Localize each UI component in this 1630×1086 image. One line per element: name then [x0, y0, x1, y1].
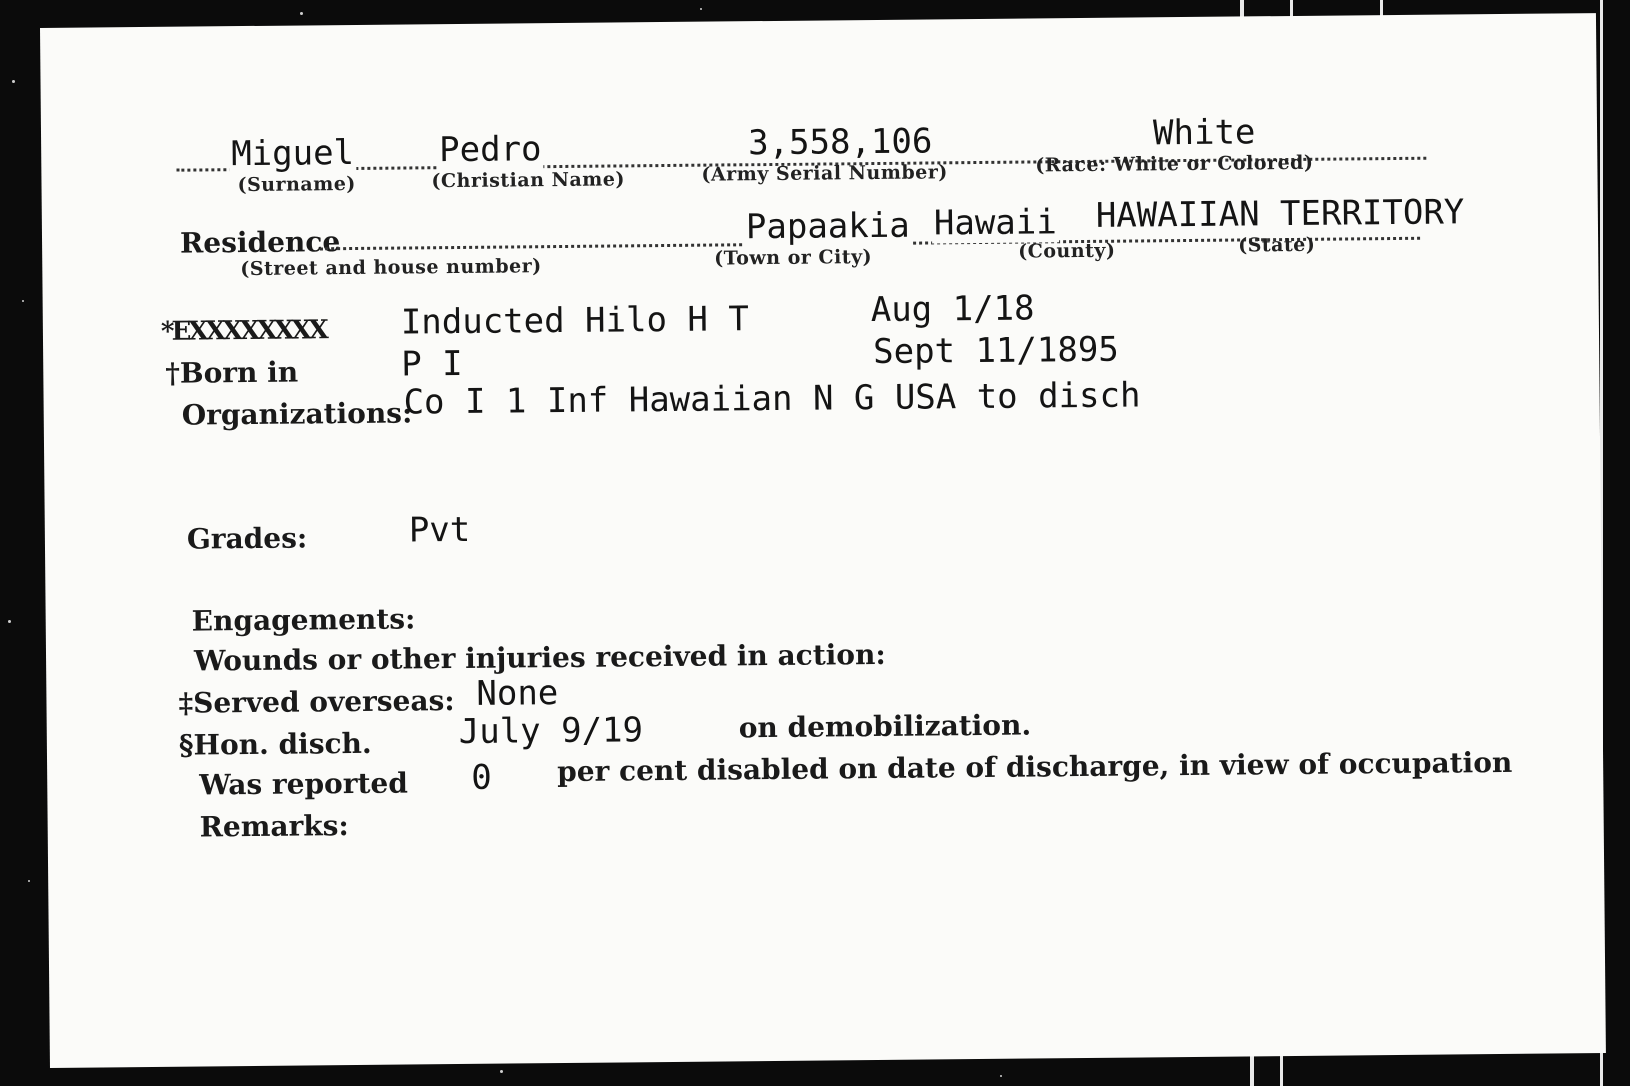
disability-text: per cent disabled on date of discharge, in view of occupation — [557, 745, 1513, 789]
surname-caption: (Surname) — [237, 172, 356, 197]
born-in-label: †Born in — [165, 355, 299, 390]
residence-county-value: Hawaii — [933, 202, 1057, 244]
hon-disch-suffix: on demobilization. — [738, 708, 1032, 745]
organizations-label: Organizations: — [181, 396, 413, 432]
engagements-label: Engagements: — [191, 602, 416, 638]
race-caption: (Race: White or Colored) — [1035, 151, 1314, 177]
scan-speck — [500, 1070, 503, 1073]
residence-label: Residence — [179, 225, 341, 260]
scan-speck — [700, 8, 702, 10]
state-caption: (State) — [1238, 233, 1316, 257]
organizations-value: Co I 1 Inf Hawaiian N G USA to disch — [403, 375, 1141, 423]
enlisted-label-struck: *EXXXXXXXX — [160, 315, 326, 347]
induction-text-value: Inducted Hilo H T — [400, 299, 750, 343]
scan-speck — [300, 12, 303, 15]
scan-speck — [28, 880, 30, 882]
served-overseas-value: None — [476, 673, 559, 714]
scan-speck — [12, 80, 15, 83]
wounds-label: Wounds or other injuries received in action: — [193, 637, 886, 678]
remarks-label: Remarks: — [199, 809, 349, 844]
draft-record-card — [40, 13, 1606, 1068]
scan-speck — [1000, 1075, 1002, 1077]
surname-value: Miguel — [231, 132, 355, 175]
hon-disch-label: §Hon. disch. — [178, 726, 372, 762]
grades-value: Pvt — [408, 509, 471, 551]
race-value: White — [1152, 112, 1256, 154]
town-caption: (Town or City) — [714, 246, 873, 270]
army-serial-number-caption: (Army Serial Number) — [701, 161, 948, 186]
born-place-value: P I — [401, 343, 463, 385]
grades-label: Grades: — [186, 521, 308, 556]
disability-percent-value: 0 — [471, 757, 492, 798]
residence-town-value: Papaakia — [745, 205, 910, 248]
residence-state-value: HAWAIIAN TERRITORY — [1095, 192, 1465, 236]
scan-speck — [22, 300, 24, 302]
induction-date-value: Aug 1/18 — [870, 288, 1035, 331]
county-caption: (County) — [1018, 239, 1116, 263]
born-date-value: Sept 11/1895 — [872, 329, 1119, 373]
army-serial-number-value: 3,558,106 — [747, 121, 933, 164]
hon-disch-date-value: July 9/19 — [458, 710, 644, 753]
christian-name-value: Pedro — [438, 129, 542, 171]
scan-speck — [8, 620, 11, 623]
christian-name-caption: (Christian Name) — [431, 168, 626, 193]
was-reported-label: Was reported — [199, 766, 409, 802]
served-overseas-label: ‡Served overseas: — [178, 684, 455, 720]
street-caption: (Street and house number) — [240, 255, 542, 281]
